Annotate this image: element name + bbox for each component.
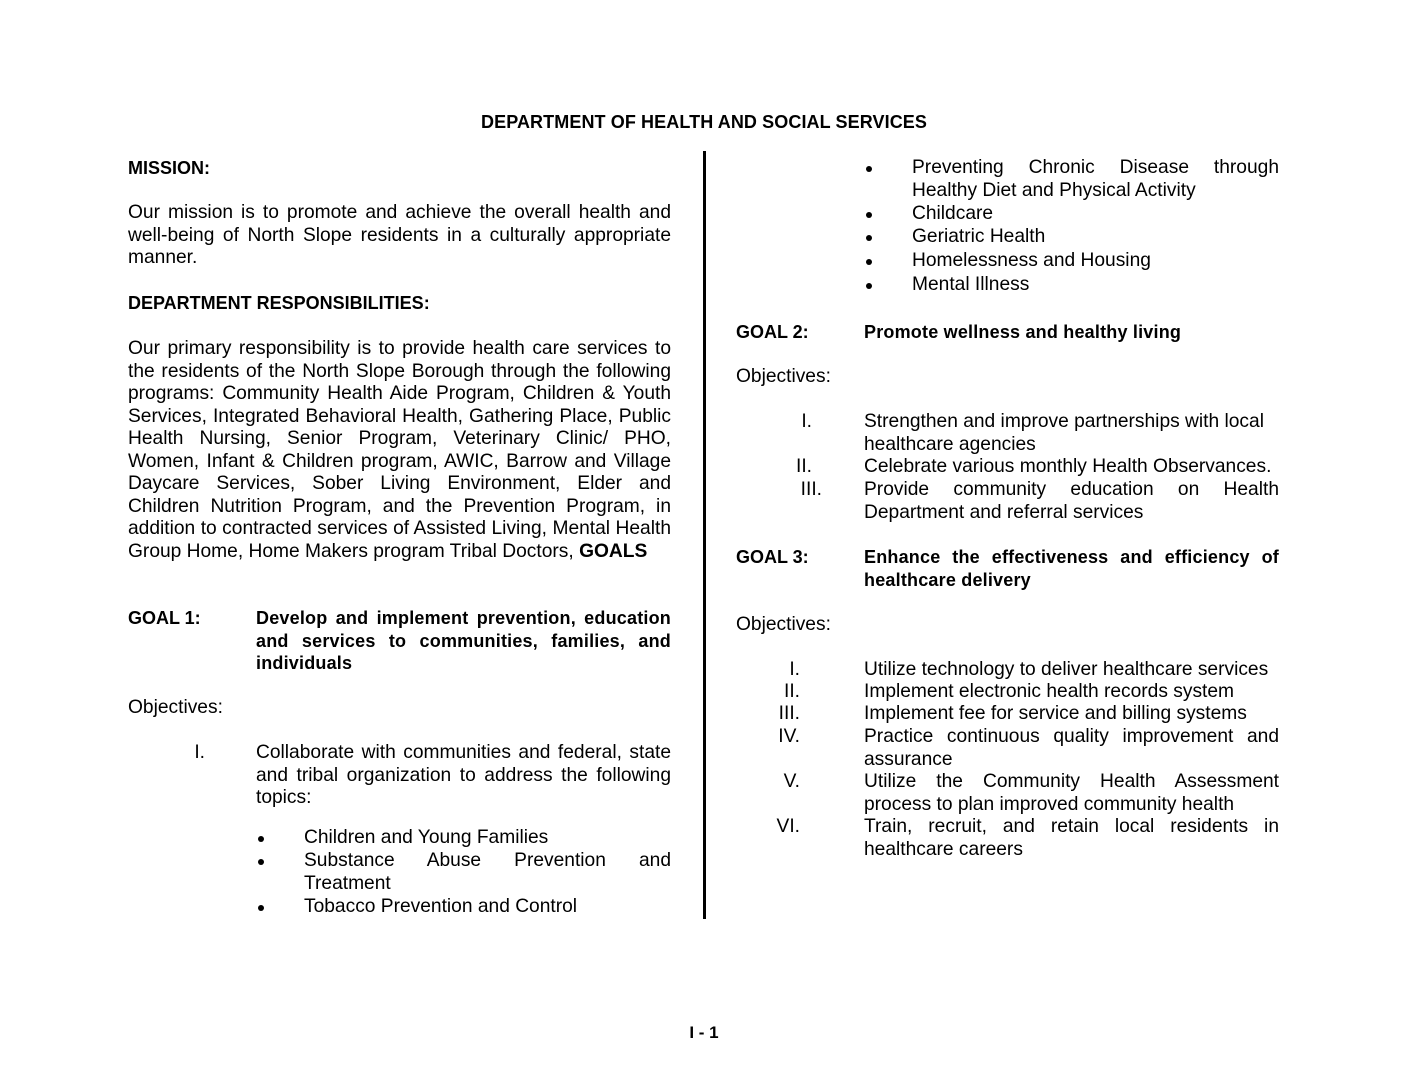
goal-3-objective-3-number: III.: [778, 703, 800, 724]
topic-item: Tobacco Prevention and Control: [304, 896, 578, 917]
responsibilities-heading: DEPARTMENT RESPONSIBILITIES:: [128, 293, 430, 313]
responsibilities-body: Our primary responsibility is to provide health care services to the residents of the North Slope Borough through the following programs: Community Health Aide Program, Children & Youth Services, Integrated Behavioral Health, Gathering Place, Public Health Nursing, Senior Program, Veterinary Clinic/ PHO, Women, Infant & Children program, AWIC, Barrow and Village Daycare Services, Sober Living Environment, Elder and Children Nutrition Program, and the Prevention Program, in addition to contracted services of Assisted Living, Mental Health Group Home, Home Makers program Tribal Doctors,: [128, 338, 671, 562]
bullet-icon: [258, 905, 264, 911]
column-divider: [703, 151, 706, 919]
goal-1-label: GOAL 1:: [128, 608, 201, 628]
goal-3-objective-1-text: Utilize technology to deliver healthcare services: [864, 659, 1269, 680]
goal-1-objective-1-number: I.: [194, 742, 205, 763]
goal-2-objective-1-text: Strengthen and improve partnerships with local healthcare agencies: [864, 411, 1264, 455]
bullet-icon: [866, 166, 872, 172]
goal-1-objectives-label: Objectives:: [128, 697, 223, 718]
bullet-icon: [866, 283, 872, 289]
goal-2-objective-2-number: II.: [796, 456, 812, 477]
goal-2-label: GOAL 2:: [736, 322, 809, 342]
topic-item: Substance Abuse Prevention and Treatment: [304, 850, 671, 894]
goal-3-objective-2-number: II.: [784, 681, 800, 702]
goal-2-objective-3-number: III.: [800, 479, 822, 500]
goal-2-objective-3-text: Provide community education on Health Department and referral services: [864, 479, 1279, 523]
goal-1-text: Develop and implement prevention, education and services to communities, families, and individuals: [256, 608, 671, 673]
page-title: DEPARTMENT OF HEALTH AND SOCIAL SERVICES: [480, 112, 928, 132]
responsibilities-text: [128, 338, 671, 563]
goal-3-objective-4-number: IV.: [778, 726, 800, 747]
mission-text: Our mission is to promote and achieve the overall health and well-being of North Slope residents in a culturally appropriate manner.: [128, 202, 671, 268]
goal-2-text: Promote wellness and healthy living: [864, 322, 1182, 342]
goal-3-objectives-label: Objectives:: [736, 614, 831, 635]
bullet-icon: [258, 859, 264, 865]
page-number: I - 1: [689, 1023, 719, 1042]
topic-item: Geriatric Health: [912, 226, 1046, 247]
goal-1-objective-1-text: Collaborate with communities and federal, state and tribal organization to address the following topics:: [256, 742, 671, 808]
topic-item: Childcare: [912, 203, 994, 224]
goal-3-objective-2-text: Implement electronic health records system: [864, 681, 1235, 702]
topic-item: Mental Illness: [912, 274, 1030, 295]
bullet-icon: [866, 235, 872, 241]
goals-inline-heading: GOALS: [579, 540, 648, 562]
goal-3-objective-5-number: V.: [783, 771, 800, 792]
goal-3-objective-5-text: Utilize the Community Health Assessment process to plan improved community health: [864, 771, 1279, 815]
topic-item: Children and Young Families: [304, 827, 549, 848]
goal-3-label: GOAL 3:: [736, 547, 809, 567]
goal-3-objective-1-number: I.: [789, 659, 800, 680]
topic-item: Preventing Chronic Disease through Healthy Diet and Physical Activity: [912, 157, 1279, 201]
bullet-icon: [866, 259, 872, 265]
mission-heading: MISSION:: [128, 158, 211, 178]
goal-3-objective-6-number: VI.: [776, 816, 800, 837]
goal-3-objective-3-text: Implement fee for service and billing systems: [864, 703, 1247, 724]
goal-3-objective-6-text: Train, recruit, and retain local residents in healthcare careers: [864, 816, 1279, 860]
bullet-icon: [866, 212, 872, 218]
goal-3-text: Enhance the effectiveness and efficiency of healthcare delivery: [864, 547, 1279, 590]
goal-2-objectives-label: Objectives:: [736, 366, 831, 387]
goal-2-objective-2-text: Celebrate various monthly Health Observances.: [864, 456, 1272, 477]
goal-3-objective-4-text: Practice continuous quality improvement and assurance: [864, 726, 1279, 770]
goal-2-objective-1-number: I.: [801, 411, 812, 432]
bullet-icon: [258, 836, 264, 842]
topic-item: Homelessness and Housing: [912, 250, 1151, 271]
